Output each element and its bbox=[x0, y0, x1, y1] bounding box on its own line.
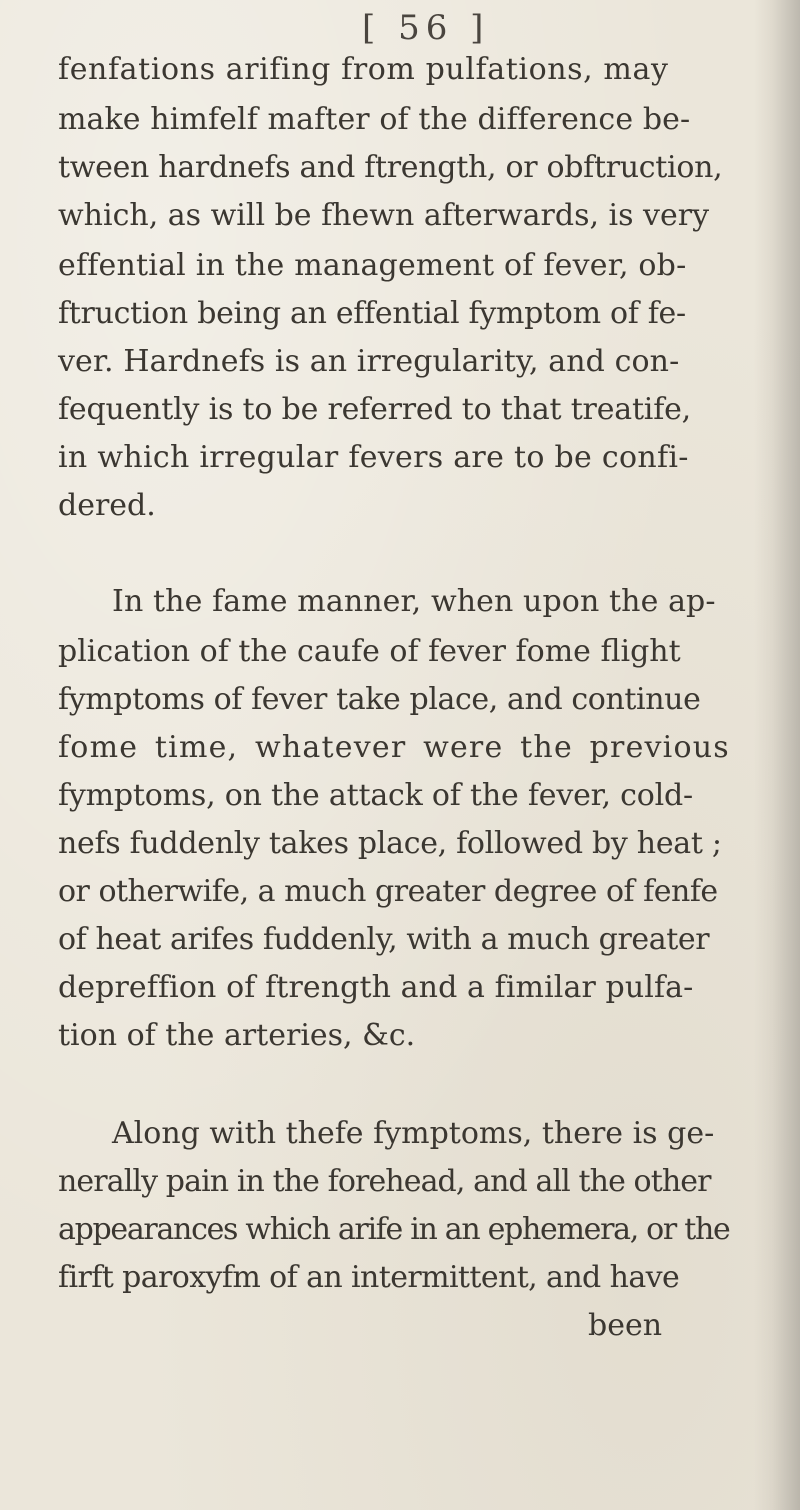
text-line: fome time, whatever were the previous bbox=[58, 730, 730, 765]
text-line: in which irregular fevers are to be confi- bbox=[58, 440, 689, 475]
text-line: which, as will be fhewn afterwards, is very bbox=[58, 198, 710, 233]
text-line: tween hardnefs and ftrength, or obftruction, bbox=[58, 150, 723, 185]
text-line: Along with thefe fymptoms, there is ge- bbox=[112, 1116, 715, 1151]
text-line: of heat arifes fuddenly, with a much greater bbox=[58, 922, 710, 957]
page-number: [ 56 ] bbox=[362, 8, 490, 48]
text-line: fenfations arifing from pulfations, may bbox=[58, 52, 669, 87]
text-line: ver. Hardnefs is an irregularity, and con- bbox=[58, 344, 680, 379]
page-edge-shadow bbox=[754, 0, 800, 1510]
text-line: fymptoms of fever take place, and continue bbox=[58, 682, 701, 717]
text-line: tion of the arteries, &c. bbox=[58, 1018, 416, 1053]
text-line: appearances which arife in an ephemera, or the bbox=[58, 1212, 730, 1247]
text-line: depreffion of ftrength and a fimilar pulfa- bbox=[58, 970, 694, 1005]
text-line: make himfelf mafter of the difference be- bbox=[58, 102, 691, 137]
text-line: firft paroxyfm of an intermittent, and have bbox=[58, 1260, 680, 1295]
text-line: nefs fuddenly takes place, followed by heat ; bbox=[58, 826, 722, 861]
text-line: In the fame manner, when upon the ap- bbox=[112, 584, 716, 619]
catchword: been bbox=[588, 1308, 663, 1343]
text-line: plication of the caufe of fever fome flight bbox=[58, 634, 681, 669]
text-line: fequently is to be referred to that treatife, bbox=[58, 392, 691, 427]
text-line: dered. bbox=[58, 488, 156, 523]
text-line: effential in the management of fever, ob- bbox=[58, 248, 687, 283]
text-line: fymptoms, on the attack of the fever, cold- bbox=[58, 778, 693, 813]
text-line: nerally pain in the forehead, and all the other bbox=[58, 1164, 711, 1199]
text-line: ftruction being an effential fymptom of fe- bbox=[58, 296, 686, 331]
text-line: or otherwife, a much greater degree of fenfe bbox=[58, 874, 718, 909]
